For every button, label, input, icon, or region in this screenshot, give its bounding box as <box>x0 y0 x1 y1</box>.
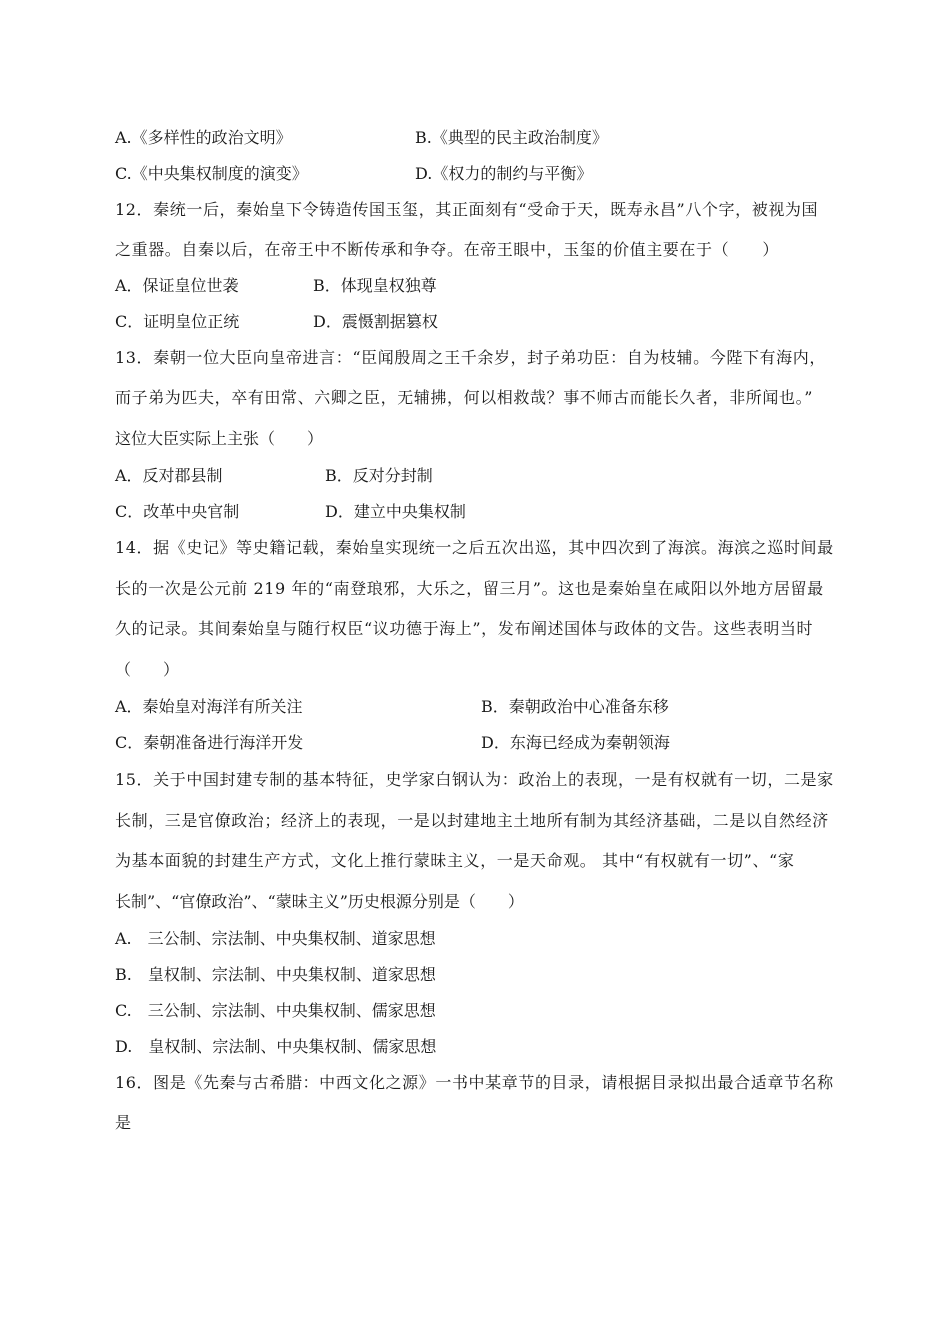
q12-option-d: D．震慑割据篡权 <box>313 312 438 331</box>
q15-option-a: A. 三公制、宗法制、中央集权制、道家思想 <box>115 929 436 948</box>
q12-option-a: A．保证皇位世袭 <box>115 276 239 295</box>
q11-option-d: D.《权力的制约与平衡》 <box>415 164 593 183</box>
q15-stem-line: 长制”、“官僚政治”、“蒙昧主义”历史根源分别是（ ） <box>115 892 524 911</box>
q15-option-b: B. 皇权制、宗法制、中央集权制、道家思想 <box>115 965 436 984</box>
q13-option-a: A．反对郡县制 <box>115 466 223 485</box>
q13-stem-line: 这位大臣实际上主张（ ） <box>115 429 324 448</box>
q13-option-d: D．建立中央集权制 <box>325 502 466 521</box>
q14-stem-line: （ ） <box>115 660 180 679</box>
q12-stem-line: 12．秦统一后，秦始皇下令铸造传国玉玺，其正面刻有“受命于天，既寿永昌”八个字，被视为国 <box>115 200 819 219</box>
q12-option-c: C．证明皇位正统 <box>115 312 240 331</box>
q13-stem-line: 而子弟为匹夫，卒有田常、六卿之臣，无辅拂，何以相救哉？事不师古而能长久者，非所闻也。” <box>115 388 813 407</box>
q15-stem-line: 长制，三是官僚政治；经济上的表现，一是以封建地主土地所有制为其经济基础，二是以自然经济 <box>115 811 829 830</box>
q11-option-c: C.《中央集权制度的演变》 <box>115 164 308 183</box>
q14-stem-line: 14．据《史记》等史籍记载，秦始皇实现统一之后五次出巡，其中四次到了海滨。海滨之巡时间最 <box>115 538 834 557</box>
q11-option-b: B.《典型的民主政治制度》 <box>415 128 608 147</box>
q15-option-c: C. 三公制、宗法制、中央集权制、儒家思想 <box>115 1001 436 1020</box>
q13-option-c: C．改革中央官制 <box>115 502 240 521</box>
q15-stem-line: 15．关于中国封建专制的基本特征，史学家白钢认为：政治上的表现，一是有权就有一切，二是家 <box>115 770 834 789</box>
q12-stem-line: 之重器。自秦以后，在帝王中不断传承和争夺。在帝王眼中，玉玺的价值主要在于（ ） <box>115 240 780 259</box>
q13-stem-line: 13．秦朝一位大臣向皇帝进言：“臣闻殷周之王千余岁，封子弟功臣：自为枝辅。今陛下有海内， <box>115 348 826 367</box>
q13-option-b: B．反对分封制 <box>325 466 433 485</box>
q15-option-d: D. 皇权制、宗法制、中央集权制、儒家思想 <box>115 1037 437 1056</box>
q14-stem-line: 久的记录。其间秦始皇与随行权臣“议功德于海上”，发布阐述国体与政体的文告。这些表明当时 <box>115 619 814 638</box>
q14-option-a: A．秦始皇对海洋有所关注 <box>115 697 303 716</box>
q15-stem-line: 为基本面貌的封建生产方式，文化上推行蒙昧主义，一是天命观。 其中“有权就有一切”、“家 <box>115 851 795 870</box>
q14-stem-line: 长的一次是公元前 219 年的“南登琅邪，大乐之，留三月”。这也是秦始皇在咸阳以外地方居留最 <box>115 579 824 598</box>
q16-stem-line: 是 <box>115 1113 132 1132</box>
q11-option-a: A.《多样性的政治文明》 <box>115 128 292 147</box>
q12-option-b: B．体现皇权独尊 <box>313 276 437 295</box>
q16-stem-line: 16．图是《先秦与古希腊：中西文化之源》一书中某章节的目录，请根据目录拟出最合适章节名称 <box>115 1073 834 1092</box>
q14-option-b: B．秦朝政治中心准备东移 <box>481 697 669 716</box>
q14-option-d: D．东海已经成为秦朝领海 <box>481 733 670 752</box>
q14-option-c: C．秦朝准备进行海洋开发 <box>115 733 304 752</box>
